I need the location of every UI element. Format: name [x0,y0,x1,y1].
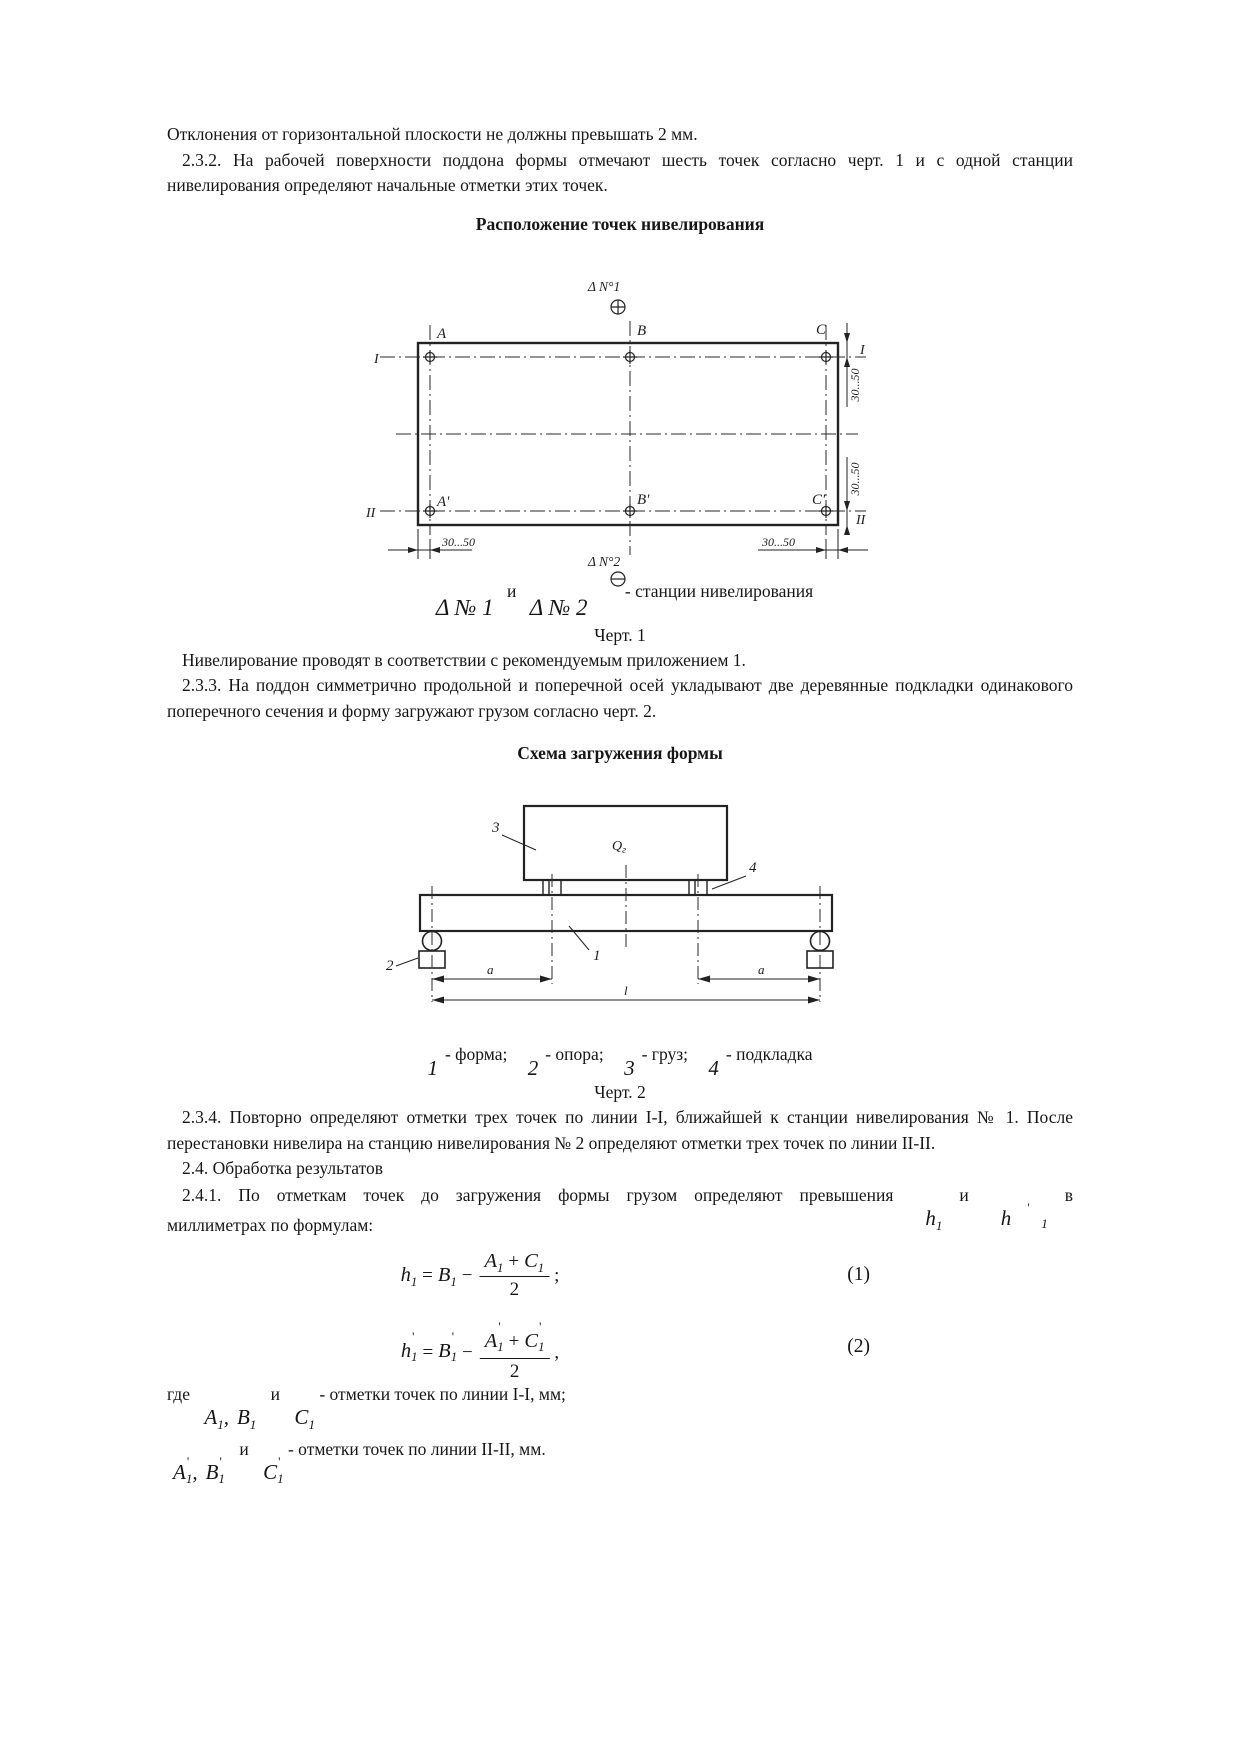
var-h1-prime: h ' 1 [1000,1200,1048,1232]
point-label-b: B [637,322,647,339]
paragraph-2-3-3: 2.3.3. На поддон симметрично продольной и поперечной осей укладывают две деревянные подкладки одинакового поперечного сечения и форму загружают грузом согласно черт. 2. [167,675,1073,721]
wooden-pads [543,880,707,895]
axis-label-ii-left: II [366,505,376,521]
point-label-b1: B' [637,491,650,508]
paragraph-formulas-lead: миллиметрах по формулам: [167,1214,374,1235]
formula-where-1 [167,1380,1073,1433]
paragraph-2-3-2: 2.3.2. На рабочей поверхности поддона формы отмечают шесть точек согласно черт. 1 и с одной станции нивелирования определяют начальные отметки этих точек. [167,149,1073,195]
figure1-svg [360,267,880,593]
callout-leaders [396,835,746,966]
caption-num-1: 1 [427,1056,438,1080]
axis-lines [380,321,866,555]
caption-text-4: - подкладка [725,1044,813,1064]
paragraph-2-4-1-lead: 2.4.1. По отметкам точек до загружения формы грузом определяют превышения [182,1184,894,1205]
station-1-symbol [611,300,625,314]
where2-vars-ab: A ' 1, B ' 1 [173,1454,225,1487]
point-label-a1: A' [437,493,450,510]
caption-and: и [506,580,517,601]
formula-1: $h_1$ = $B_1$ − $\frac{A_1 + C_1}{2}$ ; [400,1250,560,1301]
load-symbol: $Q_г$ [612,839,627,856]
station-1-label: Δ N°1 [588,278,621,294]
caption-text-2: - опора; [545,1044,604,1064]
paragraph-leveling: Нивелирование проводят в соответствии с рекомендуемым приложением 1. [182,649,746,670]
dim-right-top: 30...50 [848,368,862,401]
figure1-caption [167,577,1073,620]
where1-text: - отметки точек по линии I-I, мм; [319,1384,566,1405]
paragraph-2-3-4: 2.3.4. Повторно определяют отметки трех точек по линии I-I, ближайшей к станции нивелирования № 1. После перестановки нивелира на станцию нивелирования № 2 определяют отметки трех точек по линии II-II. [167,1107,1073,1153]
dim-l: l [624,983,628,998]
point-label-a: A [437,325,447,342]
where2-text: - отметки точек по линии II-II, мм. [287,1439,546,1460]
figure1-title: Расположение точек нивелирования [475,213,765,234]
caption-num-2: 2 [527,1056,539,1080]
callout-form: 1 [593,948,601,964]
figure2-svg [360,800,880,1012]
formula-1-row [167,1248,1073,1306]
paragraph-2-4-1-tail: в [1064,1184,1074,1205]
callout-support: 2 [386,958,394,974]
station1-formula: Δ № 1 [435,594,494,620]
axis-label-i-right: I [860,342,865,358]
formula-where-2 [167,1435,1073,1487]
caption-text: - станции нивелирования [624,580,814,601]
formula-1-number: (1) [847,1264,870,1286]
paragraph-intro: Отклонения от горизонтальной плоскости не должны превышать 2 мм. [167,124,698,144]
dim-bottom-left: 30...50 [442,534,475,549]
where1-and: и [270,1384,281,1405]
station2-formula: Δ № 2 [529,594,588,620]
figure2-label: Черт. 2 [594,1082,646,1102]
caption-text-1: - форма; [444,1044,508,1064]
figure2-drawing [167,800,1073,1012]
dim-right-bottom: 30...50 [848,462,862,495]
axis-label-ii-right: II [856,512,866,528]
paragraph-2-4-1-and: и [959,1184,969,1205]
dim-a-right: a [758,962,765,977]
station-2-label: Δ N°2 [588,553,621,569]
caption-num-3: 3 [624,1056,635,1080]
where2-and: и [239,1439,249,1460]
dim-a-left: a [487,962,494,977]
figure2-title: Схема загружения формы [517,743,723,763]
figure1-label: Черт. 1 [594,624,646,645]
where1-var-c: $C_1$ [294,1405,315,1433]
where-lead: где [167,1384,190,1405]
callout-load: 3 [492,820,500,836]
var-h1: $h_1$ [925,1205,943,1233]
caption-num-4: 4 [708,1056,719,1080]
caption-text-3: - груз; [641,1044,688,1064]
point-label-c1: C' [812,491,826,508]
paragraph-2-4: 2.4. Обработка результатов [182,1158,384,1178]
dim-bottom-right: 30...50 [762,534,795,549]
where1-vars-ab: $A_1$, $B_1$ [204,1405,257,1433]
callout-pad: 4 [749,860,757,876]
formula-2-number: (2) [847,1336,870,1358]
formula-2: h ' 1 = B ' 1 − A ' 1 + C ' 1 2 , [400,1320,560,1383]
figure2-caption [167,1040,1073,1080]
axis-lines [432,865,820,1002]
where2-var-c: C ' 1 [263,1454,284,1487]
dimension-arrows [408,333,850,553]
formula-2-row [167,1320,1073,1383]
point-label-c: C [816,321,827,338]
figure1-drawing [167,267,1073,593]
axis-label-i-left: I [374,351,379,367]
